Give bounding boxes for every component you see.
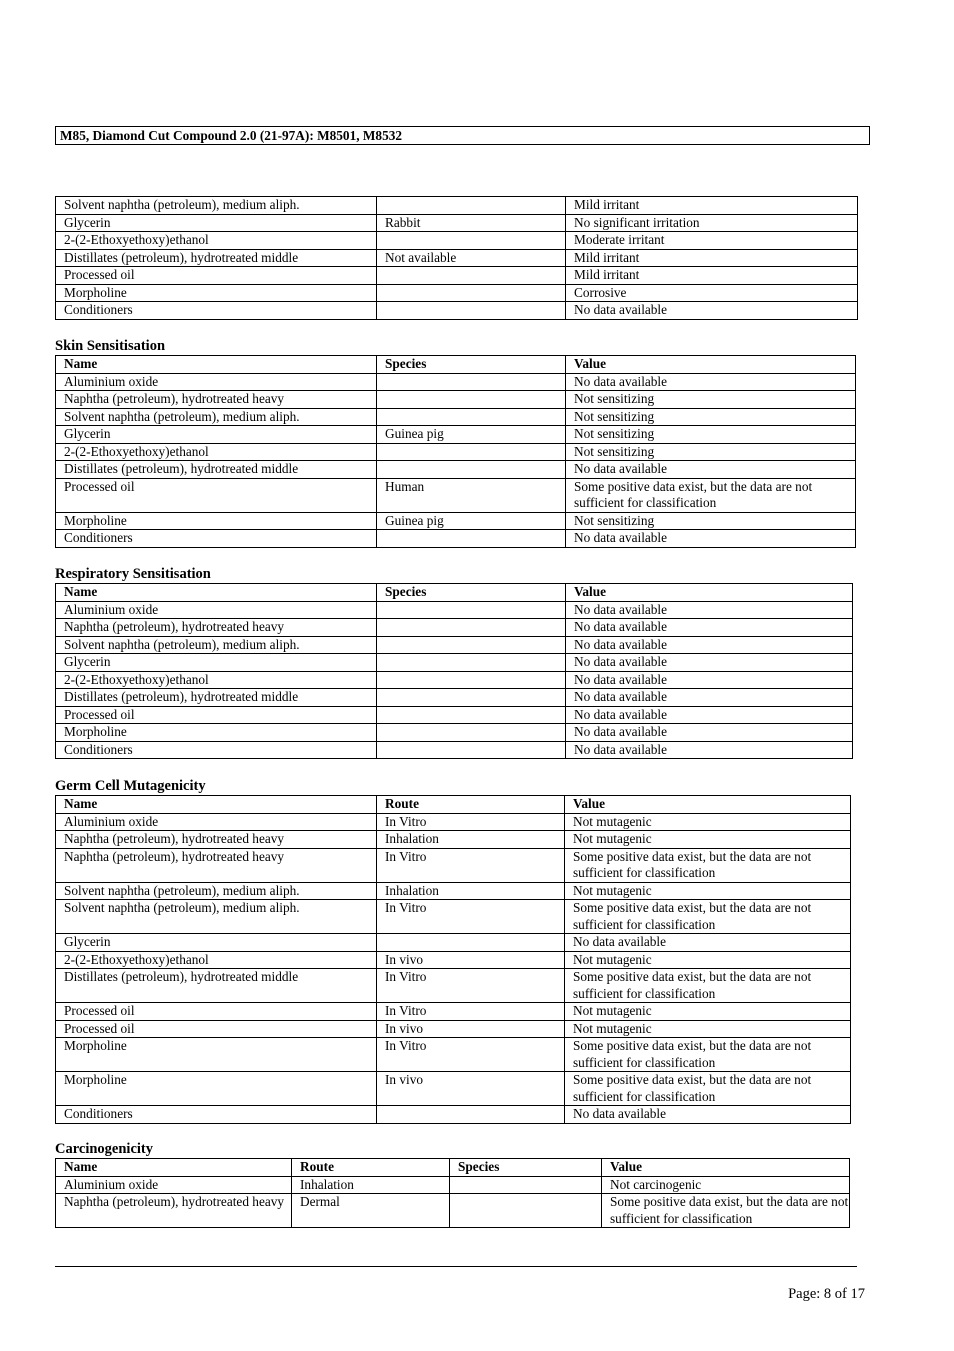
table-row	[56, 636, 853, 654]
table-cell: Processed oil	[56, 1003, 377, 1021]
table-cell: In vivo	[377, 951, 565, 969]
table-row	[56, 512, 856, 530]
table-cell: 2-(2-Ethoxyethoxy)ethanol	[56, 232, 377, 250]
table-row	[56, 373, 856, 391]
table-cell: Processed oil	[56, 478, 377, 512]
table-row	[56, 900, 851, 934]
table-row	[56, 530, 856, 548]
table-row	[56, 1072, 851, 1106]
table-cell: Some positive data exist, but the data are not sufficient for classification	[565, 900, 851, 934]
table-cell: Morpholine	[56, 512, 377, 530]
column-header: Value	[602, 1159, 850, 1177]
table-cell: Aluminium oxide	[56, 1176, 292, 1194]
table-cell: Human	[377, 478, 566, 512]
table-cell	[377, 654, 566, 672]
table-cell: In Vitro	[377, 1038, 565, 1072]
table-cell: 2-(2-Ethoxyethoxy)ethanol	[56, 671, 377, 689]
table-cell: Not sensitizing	[566, 408, 856, 426]
table-cell	[377, 724, 566, 742]
table-cell: No data available	[565, 1106, 851, 1124]
table-cell: Processed oil	[56, 1020, 377, 1038]
table-cell: Aluminium oxide	[56, 373, 377, 391]
table-cell: In vivo	[377, 1020, 565, 1038]
table-cell	[377, 934, 565, 952]
table-row	[56, 267, 858, 285]
table-cell: Conditioners	[56, 1106, 377, 1124]
table-cell: No data available	[566, 724, 853, 742]
table-cell: No data available	[565, 934, 851, 952]
table-cell: No data available	[566, 654, 853, 672]
table-cell: No data available	[566, 619, 853, 637]
table-row	[56, 478, 856, 512]
table-row	[56, 232, 858, 250]
table-cell: Naphtha (petroleum), hydrotreated heavy	[56, 619, 377, 637]
table-row	[56, 654, 853, 672]
table-cell: Solvent naphtha (petroleum), medium aliph.	[56, 636, 377, 654]
table-cell: No data available	[566, 601, 853, 619]
table-row	[56, 1020, 851, 1038]
table-cell: Glycerin	[56, 934, 377, 952]
table-row	[56, 443, 856, 461]
table-row	[56, 724, 853, 742]
column-header: Name	[56, 796, 377, 814]
table-cell: Solvent naphtha (petroleum), medium aliph.	[56, 408, 377, 426]
table-cell	[377, 741, 566, 759]
germ-cell-mutagenicity-section	[55, 778, 851, 1124]
table-cell	[377, 530, 566, 548]
table-cell: Not mutagenic	[565, 813, 851, 831]
table-cell: Some positive data exist, but the data are not sufficient for classification	[566, 478, 856, 512]
table-cell: Distillates (petroleum), hydrotreated middle	[56, 249, 377, 267]
table-cell: No data available	[566, 671, 853, 689]
table-row	[56, 426, 856, 444]
respiratory-sensitisation-table	[55, 583, 853, 759]
table-header-row	[56, 796, 851, 814]
section-title: Skin Sensitisation	[55, 338, 166, 354]
table-header-row	[56, 584, 853, 602]
table-cell: Glycerin	[56, 214, 377, 232]
table-cell	[377, 671, 566, 689]
table-cell: No data available	[566, 302, 858, 320]
carcinogenicity-section	[55, 1141, 850, 1228]
germ-cell-mutagenicity-table	[55, 795, 851, 1124]
column-header: Value	[565, 796, 851, 814]
table-cell: Naphtha (petroleum), hydrotreated heavy	[56, 831, 377, 849]
table-cell	[450, 1194, 602, 1228]
table-cell: 2-(2-Ethoxyethoxy)ethanol	[56, 951, 377, 969]
table-row	[56, 706, 853, 724]
table-row	[56, 408, 856, 426]
document-title: M85, Diamond Cut Compound 2.0 (21-97A): M8501, M8532	[60, 128, 403, 143]
column-header: Value	[566, 356, 856, 374]
table-cell: Inhalation	[377, 882, 565, 900]
table-cell	[377, 197, 566, 215]
table-cell	[377, 619, 566, 637]
table-cell: Morpholine	[56, 284, 377, 302]
column-header: Name	[56, 356, 377, 374]
column-header: Name	[56, 1159, 292, 1177]
table-cell: Glycerin	[56, 654, 377, 672]
table-cell: Some positive data exist, but the data are not sufficient for classification	[565, 1038, 851, 1072]
column-header: Route	[377, 796, 565, 814]
table-cell: Not sensitizing	[566, 512, 856, 530]
table-header-row	[56, 356, 856, 374]
table-cell: In vivo	[377, 1072, 565, 1106]
table-cell	[377, 302, 566, 320]
table-cell: Not sensitizing	[566, 426, 856, 444]
table-cell	[377, 391, 566, 409]
table-cell: Not mutagenic	[565, 831, 851, 849]
table-row	[56, 1176, 850, 1194]
column-header: Species	[450, 1159, 602, 1177]
table-cell: Some positive data exist, but the data are not sufficient for classification	[565, 969, 851, 1003]
table-cell: Some positive data exist, but the data are not sufficient for classification	[565, 848, 851, 882]
table-cell: Naphtha (petroleum), hydrotreated heavy	[56, 391, 377, 409]
section-title: Germ Cell Mutagenicity	[55, 778, 206, 794]
table-cell	[450, 1176, 602, 1194]
table-row	[56, 619, 853, 637]
table-cell: Distillates (petroleum), hydrotreated middle	[56, 969, 377, 1003]
table-cell: Dermal	[292, 1194, 450, 1228]
table-cell: Solvent naphtha (petroleum), medium aliph.	[56, 900, 377, 934]
column-header: Value	[566, 584, 853, 602]
table-cell: No data available	[566, 373, 856, 391]
table-cell: No data available	[566, 741, 853, 759]
respiratory-sensitisation-section	[55, 566, 853, 759]
table-cell	[377, 461, 566, 479]
table-cell	[377, 443, 566, 461]
table-cell: Distillates (petroleum), hydrotreated middle	[56, 689, 377, 707]
table-cell: No data available	[566, 689, 853, 707]
table-cell: Not mutagenic	[565, 1020, 851, 1038]
table-row	[56, 284, 858, 302]
table-cell: No data available	[566, 636, 853, 654]
table-cell: Solvent naphtha (petroleum), medium aliph.	[56, 197, 377, 215]
table-cell: Processed oil	[56, 267, 377, 285]
footer-divider	[55, 1266, 857, 1267]
table-row	[56, 969, 851, 1003]
document-header	[55, 126, 870, 145]
table-cell: Processed oil	[56, 706, 377, 724]
table-row	[56, 813, 851, 831]
table-cell: Guinea pig	[377, 512, 566, 530]
table-row	[56, 671, 853, 689]
table-row	[56, 1194, 850, 1228]
table-row	[56, 934, 851, 952]
table-cell: Solvent naphtha (petroleum), medium aliph.	[56, 882, 377, 900]
table-row	[56, 1106, 851, 1124]
table-cell: Mild irritant	[566, 249, 858, 267]
irritation-continued-section	[55, 196, 858, 320]
table-cell: Not mutagenic	[565, 882, 851, 900]
table-cell	[377, 1106, 565, 1124]
skin-sensitisation-section	[55, 338, 856, 548]
table-row	[56, 1003, 851, 1021]
table-row	[56, 197, 858, 215]
table-cell: No data available	[566, 530, 856, 548]
table-cell: 2-(2-Ethoxyethoxy)ethanol	[56, 443, 377, 461]
table-cell: Naphtha (petroleum), hydrotreated heavy	[56, 1194, 292, 1228]
table-row	[56, 214, 858, 232]
column-header: Route	[292, 1159, 450, 1177]
table-cell: Conditioners	[56, 530, 377, 548]
table-row	[56, 882, 851, 900]
table-cell: Inhalation	[292, 1176, 450, 1194]
table-cell: In Vitro	[377, 1003, 565, 1021]
table-cell: Not sensitizing	[566, 391, 856, 409]
table-cell: In Vitro	[377, 900, 565, 934]
table-cell	[377, 408, 566, 426]
table-cell: Conditioners	[56, 741, 377, 759]
table-cell	[377, 689, 566, 707]
table-cell: Aluminium oxide	[56, 813, 377, 831]
table-cell: Distillates (petroleum), hydrotreated middle	[56, 461, 377, 479]
table-cell: Not sensitizing	[566, 443, 856, 461]
section-title: Carcinogenicity	[55, 1141, 153, 1157]
column-header: Name	[56, 584, 377, 602]
irritation-table	[55, 196, 858, 320]
table-cell: In Vitro	[377, 813, 565, 831]
table-cell	[377, 284, 566, 302]
table-cell	[377, 706, 566, 724]
table-cell: Not mutagenic	[565, 1003, 851, 1021]
table-row	[56, 601, 853, 619]
table-cell: No data available	[566, 706, 853, 724]
table-cell: In Vitro	[377, 969, 565, 1003]
column-header: Species	[377, 584, 566, 602]
section-title: Respiratory Sensitisation	[55, 566, 211, 582]
table-row	[56, 831, 851, 849]
table-header-row	[56, 1159, 850, 1177]
table-row	[56, 391, 856, 409]
table-cell: Guinea pig	[377, 426, 566, 444]
table-row	[56, 461, 856, 479]
table-cell: Corrosive	[566, 284, 858, 302]
table-cell: In Vitro	[377, 848, 565, 882]
table-cell	[377, 636, 566, 654]
table-cell: Rabbit	[377, 214, 566, 232]
table-cell: Some positive data exist, but the data are not sufficient for classification	[602, 1194, 850, 1228]
skin-sensitisation-table	[55, 355, 856, 548]
table-row	[56, 689, 853, 707]
table-cell: Mild irritant	[566, 267, 858, 285]
table-cell: Inhalation	[377, 831, 565, 849]
table-cell: Not available	[377, 249, 566, 267]
table-cell	[377, 373, 566, 391]
table-cell: Naphtha (petroleum), hydrotreated heavy	[56, 848, 377, 882]
table-cell: Not mutagenic	[565, 951, 851, 969]
table-cell: Mild irritant	[566, 197, 858, 215]
column-header: Species	[377, 356, 566, 374]
table-cell: Moderate irritant	[566, 232, 858, 250]
table-row	[56, 302, 858, 320]
table-cell: Some positive data exist, but the data are not sufficient for classification	[565, 1072, 851, 1106]
table-cell: Morpholine	[56, 1038, 377, 1072]
table-cell: Not carcinogenic	[602, 1176, 850, 1194]
table-row	[56, 951, 851, 969]
carcinogenicity-table	[55, 1158, 850, 1228]
table-cell: No significant irritation	[566, 214, 858, 232]
table-cell: Morpholine	[56, 1072, 377, 1106]
table-row	[56, 1038, 851, 1072]
table-cell: Morpholine	[56, 724, 377, 742]
table-cell: Aluminium oxide	[56, 601, 377, 619]
table-row	[56, 848, 851, 882]
table-cell: Conditioners	[56, 302, 377, 320]
page-number: Page: 8 of 17	[788, 1286, 865, 1302]
table-cell	[377, 601, 566, 619]
table-row	[56, 741, 853, 759]
table-cell	[377, 267, 566, 285]
table-cell: Glycerin	[56, 426, 377, 444]
table-cell	[377, 232, 566, 250]
table-row	[56, 249, 858, 267]
table-cell: No data available	[566, 461, 856, 479]
